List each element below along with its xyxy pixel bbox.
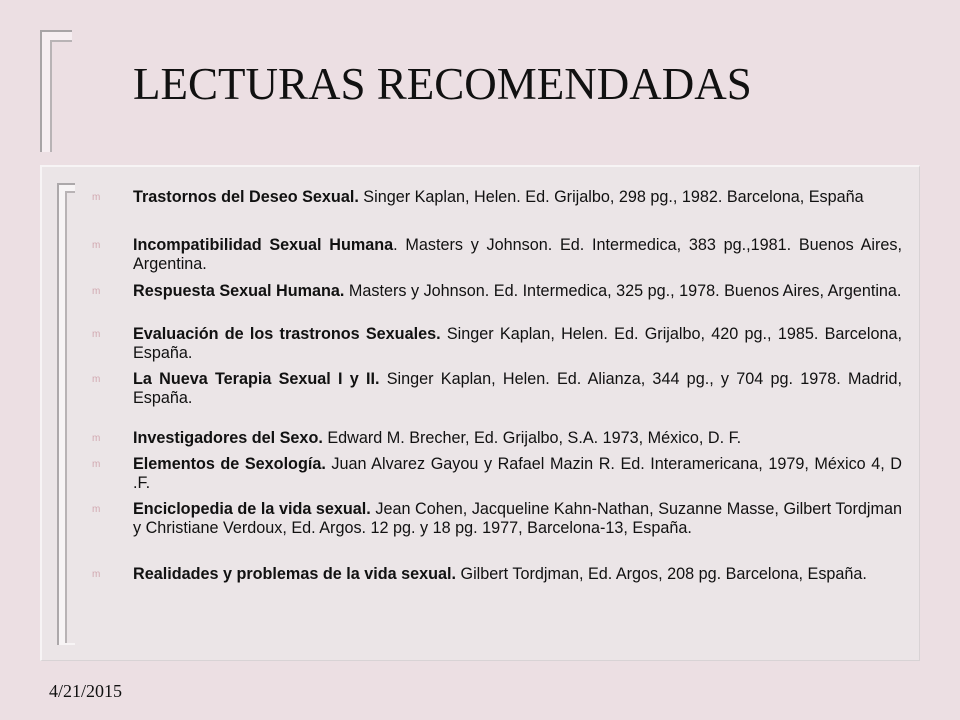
- list-item: [92, 236, 902, 273]
- reference-details: Masters y Johnson. Ed. Intermedica, 325 pg., 1978. Buenos Aires, Argentina.: [344, 282, 902, 300]
- list-item: [92, 370, 902, 407]
- slide-date: 4/21/2015: [49, 681, 123, 701]
- reference-details: . Masters y Johnson. Ed. Intermedica, 383 pg.,1981. Buenos Aires, Argentina.: [133, 236, 902, 273]
- reference-details: Singer Kaplan, Helen. Ed. Grijalbo, 420 pg., 1985. Barcelona, España.: [133, 325, 902, 362]
- bullet-icon: m: [92, 192, 101, 203]
- reference-text: [133, 370, 902, 407]
- reference-text: [133, 236, 902, 273]
- reference-title: Trastornos del Deseo Sexual.: [133, 188, 359, 206]
- reference-details: Jean Cohen, Jacqueline Kahn-Nathan, Suzanne Masse, Gilbert Tordjman y Christiane Verdoux, Ed. Argos. 12 pg. y 18 pg. 1977, Barcelona-13, España.: [133, 500, 902, 537]
- reference-title: Elementos de Sexología.: [133, 455, 326, 473]
- reference-title: Enciclopedia de la vida sexual.: [133, 500, 371, 518]
- reference-title: Evaluación de los trastronos Sexuales.: [133, 325, 441, 343]
- reference-text: [133, 500, 902, 537]
- list-item: [92, 565, 902, 585]
- reference-text: [133, 455, 902, 492]
- reference-title: Investigadores del Sexo.: [133, 429, 323, 447]
- reference-details: Gilbert Tordjman, Ed. Argos, 208 pg. Barcelona, España.: [456, 565, 867, 583]
- list-item: [92, 282, 902, 302]
- slide-title: LECTURAS RECOMENDADAS: [133, 59, 752, 109]
- bullet-icon: m: [92, 240, 101, 251]
- list-item: [92, 325, 902, 362]
- bullet-icon: m: [92, 459, 101, 470]
- reference-title: Realidades y problemas de la vida sexual.: [133, 565, 456, 583]
- reference-text: [133, 282, 902, 301]
- reference-title: Incompatibilidad Sexual Humana: [133, 236, 394, 254]
- bullet-icon: m: [92, 504, 101, 515]
- list-item: [92, 500, 902, 537]
- list-item: [92, 429, 902, 449]
- list-item: [92, 188, 902, 208]
- list-item: [92, 455, 902, 492]
- reference-details: Singer Kaplan, Helen. Ed. Grijalbo, 298 pg., 1982. Barcelona, España: [358, 188, 864, 206]
- reference-text: [133, 188, 902, 207]
- reference-details: Juan Alvarez Gayou y Rafael Mazin R. Ed. Interamericana, 1979, México 4, D .F.: [133, 455, 902, 492]
- bullet-icon: m: [92, 569, 101, 580]
- reference-title: La Nueva Terapia Sexual I y II.: [133, 370, 380, 388]
- bullet-icon: m: [92, 433, 101, 444]
- bullet-icon: m: [92, 286, 101, 297]
- reference-title: Respuesta Sexual Humana.: [133, 282, 345, 300]
- reference-text: [133, 429, 902, 448]
- bullet-icon: m: [92, 374, 101, 385]
- reference-details: Singer Kaplan, Helen. Ed. Alianza, 344 pg., y 704 pg. 1978. Madrid, España.: [133, 370, 902, 407]
- reference-text: [133, 325, 902, 362]
- reference-text: [133, 565, 902, 584]
- reference-details: Edward M. Brecher, Ed. Grijalbo, S.A. 1973, México, D. F.: [322, 429, 742, 447]
- bullet-icon: m: [92, 329, 101, 340]
